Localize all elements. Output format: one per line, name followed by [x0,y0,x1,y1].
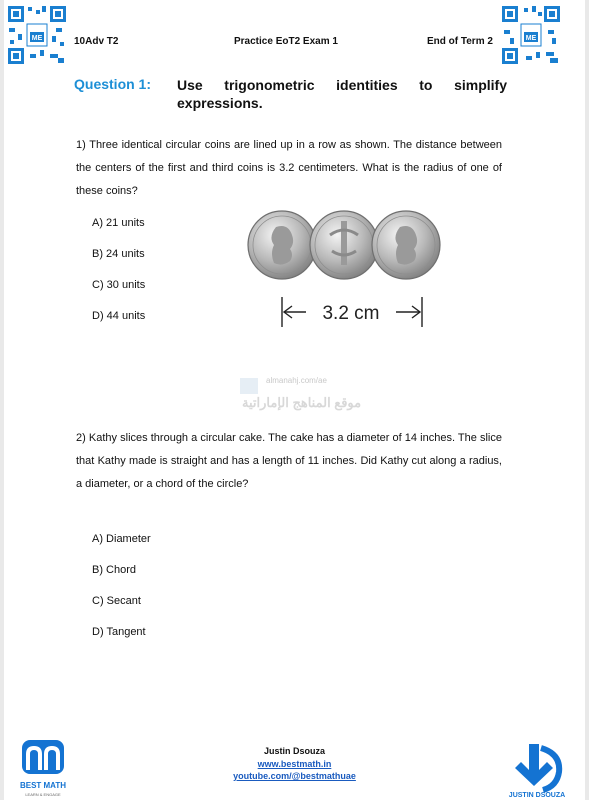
watermark-url: almanahj.com/ae [266,376,327,385]
qr-code-right [500,4,562,66]
best-math-logo [14,738,72,800]
youtube-link[interactable]: youtube.com/@bestmathuae [233,771,356,781]
qr-code-left [6,4,68,66]
coin-3 [372,211,440,279]
watermark-logo [240,378,258,394]
dimension-label: 3.2 cm [322,303,380,324]
watermark-arabic: موقع المناهج الإماراتية [242,395,362,410]
problem-2-option-c[interactable]: C) Secant [92,595,141,607]
problem-1-option-b[interactable]: B) 24 units [92,248,145,260]
problem-2-option-d[interactable]: D) Tangent [92,626,146,638]
qr-badge-text: ME [31,35,43,42]
header-title: Practice EoT2 Exam 1 [234,36,338,47]
problem-1-option-a[interactable]: A) 21 units [92,217,145,229]
problem-1-option-c[interactable]: C) 30 units [92,279,146,291]
logo-left-text: BEST MATH [19,781,67,790]
coin-1 [248,211,316,279]
justin-dsouza-logo [501,740,573,800]
problem-1-text: 1) Three identical circular coins are lined up in a row as shown. The distance between the centers of the first and third coins is 3.2 centimeters. What is the radius of one of these coins? [76,139,502,197]
coin-2 [310,211,378,279]
exam-page [4,0,585,800]
qr-badge-text: ME [525,35,537,42]
problem-2-option-b[interactable]: B) Chord [92,564,137,576]
problem-1-option-d[interactable]: D) 44 units [92,310,146,322]
question-instruction-line1: Use trigonometric identities to simplify [177,77,507,93]
question-instruction-line2: expressions. [177,95,263,111]
logo-right-text: JUSTIN DSOUZA [508,792,566,799]
question-number: Question 1: [74,76,152,92]
logo-left-tagline: LEARN & ENGAGE [25,792,61,797]
header-course: 10Adv T2 [74,36,119,47]
problem-2-option-a[interactable]: A) Diameter [92,533,151,545]
website-link[interactable]: www.bestmath.in [257,759,332,769]
problem-2-text: 2) Kathy slices through a circular cake. The cake has a diameter of 14 inches. The slice that Kathy made is straight and has a length of 11 inches. Did Kathy cut along a radius, a diameter, or a chord of the circle? [76,432,502,490]
coins-figure [246,205,443,340]
header-term: End of Term 2 [427,36,493,47]
author-name: Justin Dsouza [263,746,325,756]
